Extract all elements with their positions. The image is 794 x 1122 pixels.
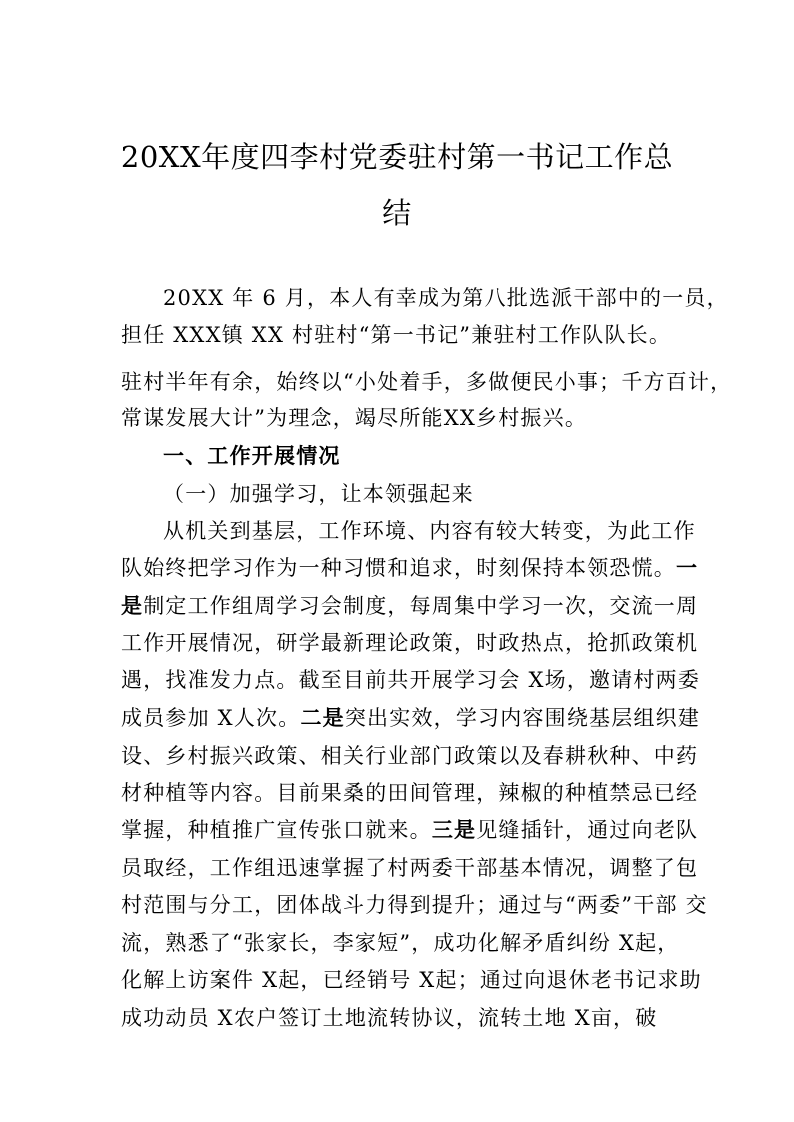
body-line-9-emphasis: 三是 xyxy=(431,817,477,842)
body-line-4: 工作开展情况，研学最新理论政策，时政热点，抢抓政策机 xyxy=(121,631,699,655)
body-line-2-emphasis: 一 xyxy=(676,555,699,580)
body-line-9-text-a: 掌握，种植推广宣传张口就来。 xyxy=(121,818,432,842)
body-line-6 xyxy=(121,703,700,733)
document-title-line-2: 结 xyxy=(382,196,412,230)
intro-line-4: 常谋发展大计”为理念，竭尽所能XX乡村振兴。 xyxy=(121,406,588,430)
body-line-6-text-b: 突出实效，学习内容围绕基层组织建 xyxy=(344,706,701,730)
body-line-11: 村范围与分工，团体战斗力得到提升；通过与“两委”干部 交 xyxy=(121,893,708,917)
body-line-3-emphasis: 是 xyxy=(121,593,144,618)
body-line-14: 成功动员 X农户签订土地流转协议，流转土地 X亩，破 xyxy=(121,1006,658,1030)
body-line-9 xyxy=(121,815,698,845)
body-line-12: 流，熟悉了“张家长，李家短”，成功化解矛盾纠纷 X起， xyxy=(121,931,680,955)
section-heading: 一、工作开展情况 xyxy=(163,443,341,468)
body-line-2-text: 队始终把学习作为一种习惯和追求，时刻保持本领恐慌。 xyxy=(121,556,676,580)
body-line-1: 从机关到基层，工作环境、内容有较大转变，为此工作 xyxy=(163,519,696,543)
body-line-9-text-b: 见缝插针，通过向老队 xyxy=(476,818,699,842)
body-line-13: 化解上访案件 X起，已经销号 X起；通过向退休老书记求助 xyxy=(121,968,702,992)
body-line-3 xyxy=(121,591,698,621)
subsection-heading: （一）加强学习，让本领强起来 xyxy=(163,482,474,506)
intro-line-2: 担任 XXX镇 XX 村驻村“第一书记”兼驻村工作队队长。 xyxy=(121,323,672,347)
intro-line-1: 20XX 年 6 月，本人有幸成为第八批选派干部中的一员， xyxy=(163,286,729,310)
body-line-3-text: 制定工作组周学习会制度，每周集中学习一次，交流一周 xyxy=(143,594,699,618)
body-line-8: 材种植等内容。目前果桑的田间管理，辣椒的种植禁忌已经 xyxy=(121,781,699,805)
body-line-10: 员取经，工作组迅速掌握了村两委干部基本情况，调整了包 xyxy=(121,856,699,880)
body-line-2 xyxy=(121,553,698,583)
body-line-6-text-a: 成员参加 X人次。 xyxy=(121,706,301,730)
document-title-line-1: 20XX年度四李村党委驻村第一书记工作总 xyxy=(120,140,674,174)
body-line-6-emphasis: 二是 xyxy=(300,705,345,730)
intro-line-3: 驻村半年有余，始终以“小处着手，多做便民小事；千方百计， xyxy=(121,370,733,394)
body-line-7: 设、乡村振兴政策、相关行业部门政策以及春耕秋种、中药 xyxy=(121,744,699,768)
body-line-5: 遇，找准发力点。截至目前共开展学习会 X场，邀请村两委 xyxy=(121,668,701,692)
